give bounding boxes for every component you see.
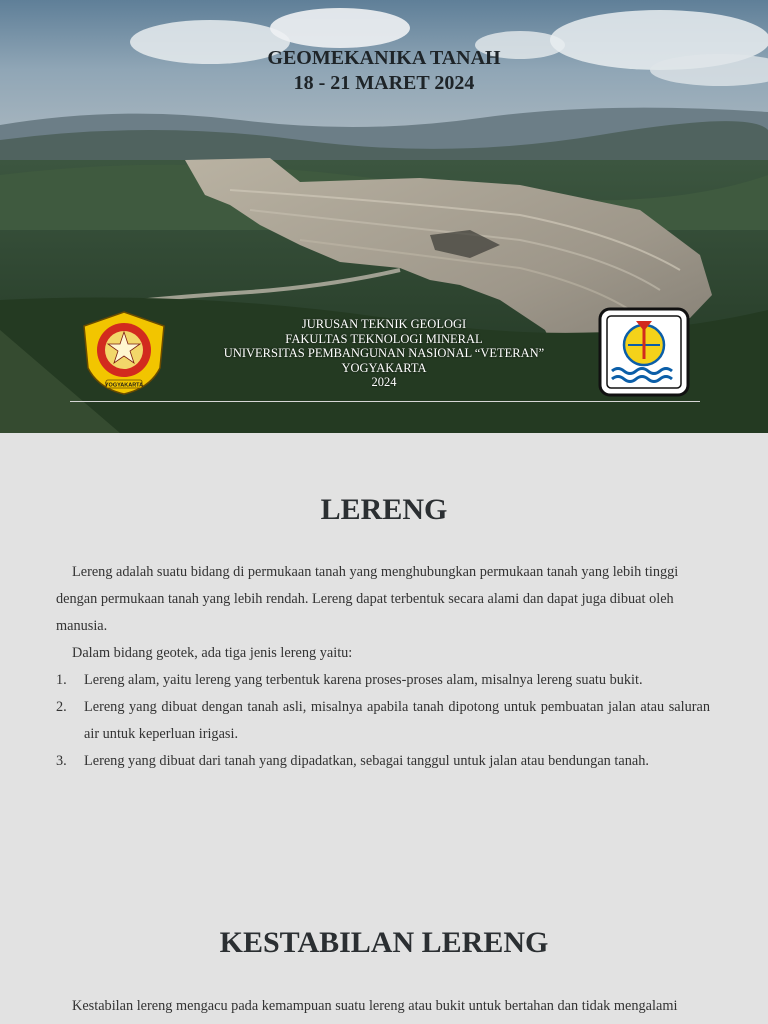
svg-text:YOGYAKARTA: YOGYAKARTA <box>104 382 144 389</box>
faculty-name: FAKULTAS TEKNOLOGI MINERAL <box>285 331 483 346</box>
section-title-kestabilan-lereng: KESTABILAN LERENG <box>219 926 549 959</box>
department-name: JURUSAN TEKNIK GEOLOGI <box>301 317 467 331</box>
kestabilan-paragraph: Kestabilan lereng mengacu pada kemampuan suatu lereng atau bukit untuk bertahan dan tidak mengalami <box>72 998 678 1014</box>
event-date: 18 - 21 MARET 2024 <box>293 72 475 94</box>
event-title: GEOMEKANIKA TANAH <box>267 47 501 69</box>
institution-block <box>184 317 584 390</box>
list-item: 1. Lereng alam, yaitu lereng yang terbentuk karena proses-proses alam, misalnya lereng suatu bukit. <box>56 672 643 688</box>
lereng-types-list <box>56 667 710 775</box>
section-body-lereng <box>56 559 710 775</box>
header-divider <box>70 401 700 402</box>
lereng-definition-paragraph: Lereng adalah suatu bidang di permukaan tanah yang menghubungkan permukaan tanah yang lebih tinggi dengan permukaan tanah yang lebih rendah. Lereng dapat terbentuk secara alami dan dapat juga dibuat oleh manusia. <box>56 564 679 634</box>
upn-veteran-logo-icon <box>80 310 168 401</box>
university-name: UNIVERSITAS PEMBANGUNAN NASIONAL “VETERAN” <box>223 346 545 361</box>
section-body-kestabilan <box>56 993 710 1020</box>
lereng-types-intro: Dalam bidang geotek, ada tiga jenis lereng yaitu: <box>72 645 353 661</box>
city-name: YOGYAKARTA <box>341 360 427 375</box>
cover-header <box>0 0 768 433</box>
section-title-lereng: LERENG <box>320 493 448 526</box>
list-item: 2. Lereng yang dibuat dengan tanah asli, misalnya apabila tanah dipotong untuk pembuatan jalan atau saluran air untuk keperluan irigasi. <box>56 699 710 742</box>
geology-department-logo-icon <box>598 307 690 402</box>
list-item: 3. Lereng yang dibuat dari tanah yang dipadatkan, sebagai tanggul untuk jalan atau bendungan tanah. <box>56 753 649 769</box>
year: 2024 <box>371 375 397 390</box>
